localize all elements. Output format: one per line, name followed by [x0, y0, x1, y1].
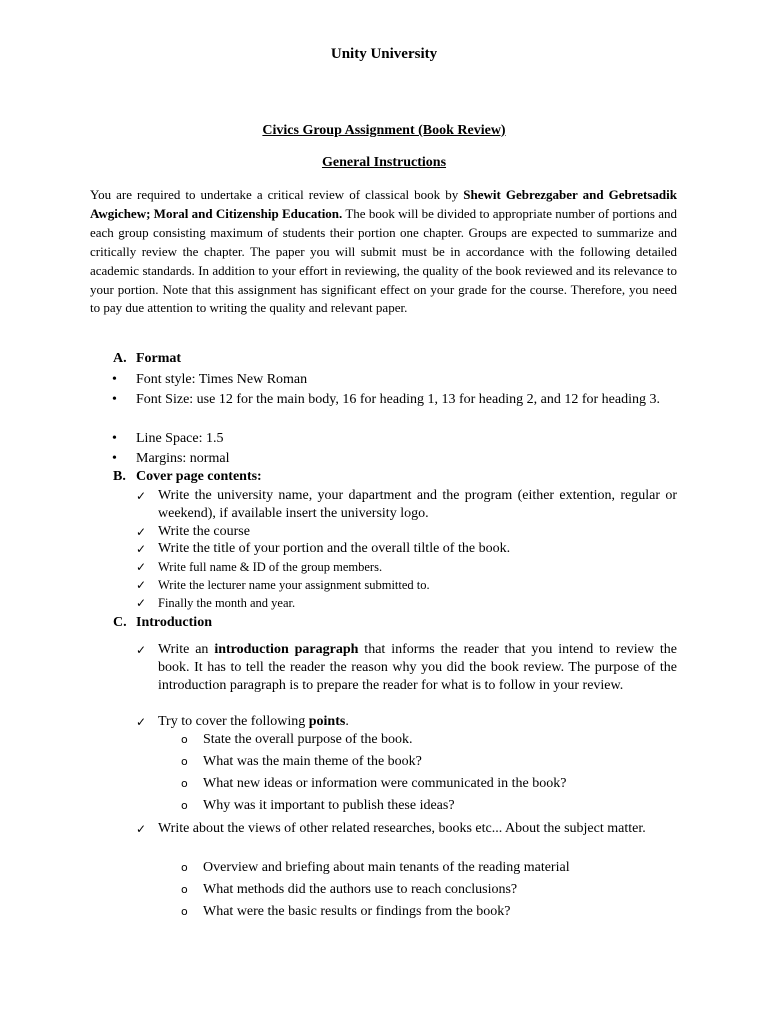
bullet-icon: •	[112, 431, 117, 446]
point-item: o State the overall purpose of the book.	[181, 732, 413, 747]
checkmark-icon: ✓	[136, 489, 147, 503]
section-b-heading: B. Cover page contents:	[113, 469, 262, 484]
circle-bullet-icon: o	[181, 733, 188, 746]
format-item: • Margins: normal	[112, 449, 677, 469]
cover-item: ✓ Write the course	[136, 524, 250, 539]
circle-bullet-icon: o	[181, 905, 188, 918]
checkmark-icon: ✓	[136, 822, 147, 836]
format-item: • Line Space: 1.5	[112, 429, 677, 449]
instructions-heading: General Instructions	[321, 155, 447, 170]
circle-bullet-icon: o	[181, 755, 188, 768]
matter-point-item: o What methods did the authors use to reach conclusions?	[181, 882, 518, 897]
circle-bullet-icon: o	[181, 883, 188, 896]
circle-bullet-icon: o	[181, 799, 188, 812]
cover-item: ✓ Write the university name, your dapartment and the program (either extention, regular or weekend), if available insert the university logo.	[136, 488, 677, 521]
cover-item: ✓ Write the title of your portion and the overall tiltle of the book.	[136, 541, 511, 556]
bullet-icon: •	[112, 392, 117, 407]
checkmark-icon: ✓	[136, 715, 147, 729]
format-item: • Font style: Times New Roman	[112, 370, 677, 390]
intro-paragraph: You are required to undertake a critical review of classical book by Shewit Gebrezgaber and Gebretsadik Awgichew; Moral and Citizenship Education. The book will be divided to appropriate number of portions and each group consisting maximum of students their portion one chapter. Groups are expected to summarize and critically review the chapter. The paper you will submit must be in accordance with the following detailed academic standards. In addition to your effort in reviewing, the quality of the book reviewed and its relevance to your portion. Note that this assignment has significant effect on your grade for the course. Therefore, you need to pay due attention to writing the quality and relevant paper.	[90, 187, 677, 316]
university-name: Unity University	[330, 46, 438, 62]
point-item: o What was the main theme of the book?	[181, 754, 422, 769]
book-citation: Shewit Gebrezgaber and Gebretsadik Awgichew; Moral and Citizenship Education.	[90, 187, 677, 221]
circle-bullet-icon: o	[181, 777, 188, 790]
checkmark-icon: ✓	[136, 525, 147, 539]
assignment-title: Civics Group Assignment (Book Review)	[262, 123, 506, 138]
intro-item: ✓ Write about the views of other related researches, books etc... About the subject matter.	[136, 819, 677, 840]
intro-item: ✓ Write an introduction paragraph that informs the reader that you intend to review the book. It has to tell the reader the reason why you did the book review. The purpose of the introduction paragraph is to prepare the reader for what is to follow in your review.	[136, 642, 677, 693]
checkmark-icon: ✓	[136, 542, 147, 556]
checkmark-icon: ✓	[136, 596, 147, 610]
bullet-icon: •	[112, 451, 117, 466]
checkmark-icon: ✓	[136, 643, 147, 657]
checkmark-icon: ✓	[136, 578, 147, 592]
intro-item: ✓ Try to cover the following points.	[136, 714, 349, 729]
checkmark-icon: ✓	[136, 560, 147, 574]
point-item: o Why was it important to publish these ideas?	[181, 798, 455, 813]
point-item: o What new ideas or information were communicated in the book?	[181, 776, 567, 791]
cover-item: ✓ Finally the month and year.	[136, 596, 296, 610]
matter-point-item: o Overview and briefing about main tenants of the reading material	[181, 860, 570, 875]
section-a-heading: A. Format	[113, 351, 182, 366]
bullet-icon: •	[112, 372, 117, 387]
cover-item: ✓ Write the lecturer name your assignment submitted to.	[136, 578, 430, 592]
cover-item: ✓ Write full name & ID of the group members.	[136, 560, 383, 574]
matter-point-item: o What were the basic results or findings from the book?	[181, 904, 511, 919]
section-c-heading: C. Introduction	[113, 615, 212, 630]
format-item: • Font Size: use 12 for the main body, 16 for heading 1, 13 for heading 2, and 12 for heading 3.	[112, 390, 677, 410]
circle-bullet-icon: o	[181, 861, 188, 874]
